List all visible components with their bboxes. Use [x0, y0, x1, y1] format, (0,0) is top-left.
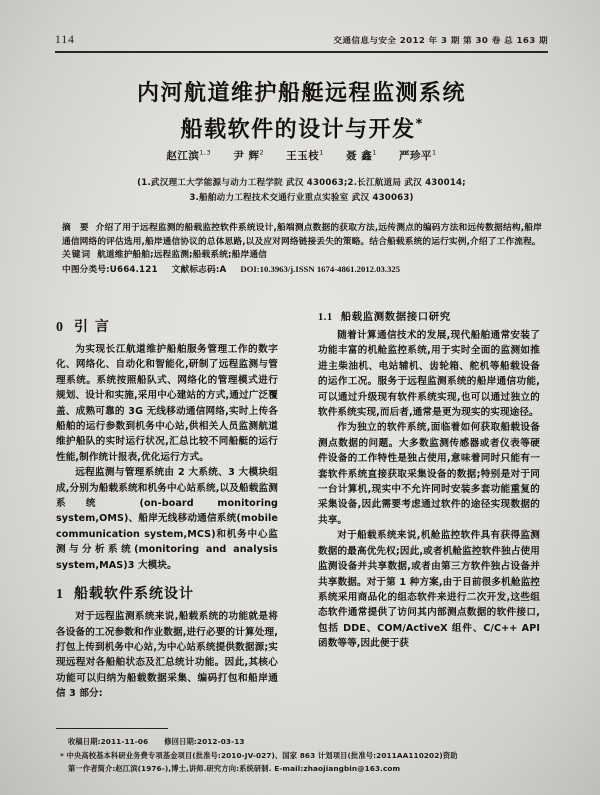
footnote-rule: [56, 728, 168, 729]
author-item: [233, 148, 264, 163]
section-title: 船载软件系统设计: [74, 586, 194, 603]
affiliation-line-1: (1.武汉理工大学能源与动力工程学院 武汉 430063;2.长江航道局 武汉 430014;: [137, 178, 466, 188]
author-name: 尹 辉: [233, 150, 260, 162]
subsection-number: 1.1: [318, 312, 333, 323]
author-name: 聂 鑫: [346, 150, 373, 162]
running-head: [55, 30, 548, 46]
footnote-dates: [56, 735, 548, 749]
page-number: 114: [55, 34, 75, 46]
subsection-title: 船载监测数据接口研究: [340, 311, 451, 323]
author-affil-marker: 1: [319, 148, 324, 157]
author-affil-marker: 2: [259, 148, 265, 157]
received-date: 收稿日期:2011-11-06: [68, 737, 149, 746]
column-right: [318, 306, 540, 652]
article-title-line2: [55, 109, 548, 145]
journal-issue-line: 交通信息与安全 2012 年 3 期 第 30 卷 总 163 期: [333, 36, 548, 46]
document-code: 文献标志码:A: [171, 264, 227, 275]
paragraph: 远程监测与管理系统由 2 大系统、3 大模块组成,分别为船载系统和机务中心站系统,以及船载监测系统 (on-board monitoring system,OMS)、船岸无线移动通信系统(mobile communication system,MCS)和机务中心监测与分析系统(monitoring and analysis system,MAS)3 大模块。: [56, 467, 278, 571]
keywords-label: 关键词: [62, 250, 92, 261]
footnote-funding: * 中央高校基本科研业务费专项基金项目(批准号:2010-JV-027)、国家 863 计划项目(批准号:2011AA110202)资助: [60, 750, 458, 760]
section-number: 1: [56, 587, 64, 603]
abstract-paragraph: [62, 222, 542, 249]
section-heading-intro: [56, 317, 278, 338]
author-item: [286, 148, 324, 163]
subsection-heading-1-1: [318, 309, 540, 326]
column-left: [56, 306, 278, 702]
affiliation-line-2: 3.船舶动力工程技术交通行业重点实验室 武汉 430063): [189, 193, 414, 203]
author-list: [55, 148, 548, 163]
author-affil-marker: 1: [372, 148, 377, 157]
author-item: [166, 148, 211, 163]
doi: DOI:10.3963/j.ISSN 1674-4861.2012.03.325: [240, 263, 401, 274]
author-item: [346, 148, 377, 163]
article-title: [55, 78, 548, 145]
author-name: 严珍平: [399, 150, 433, 162]
author-name: 赵江滨: [166, 150, 200, 162]
footnote-block: [56, 735, 548, 776]
abstract-block: [62, 222, 542, 277]
author-affil-marker: 1,3: [199, 148, 212, 157]
paragraph: 对于船载系统来说,机舱监控软件具有获得监测数据的最高优先权;因此,或者机舱监控软件独占使用监测设备并共享数据,或者由第三方软件独占设备并共享数据。对于第 1 种方案,由于目前很多机舱监控系统采用商品化的组态软件来进行二次开发,这些组态软件通常提供了访问其内部测点数据的软件接口,包括 DDE、COM/ActiveX 组件、C/C++ API 函数等等,因此便于获: [318, 530, 540, 650]
affiliations: [55, 176, 548, 206]
author-affil-marker: 1: [432, 148, 437, 157]
section-title: 引 言: [74, 319, 110, 335]
paragraph: 为实现长江航道维护船舶服务管理工作的数字化、网络化、自动化和智能化,研制了远程监测与管理系统。系统按照船队式、网络化的管理模式进行规划、设计和实施,采用中心建站的方式,通过广泛覆盖、成熟可靠的 3G 无线移动通信网络,实时上传各船舶的运行参数到机务中心站,供相关人员监测航道维护船队的实时运行状况,汇总比较不同船艇的运行性能,制作统计报表,优化运行方式。: [56, 344, 278, 463]
author-item: [399, 148, 437, 163]
article-title-line2-text: 船载软件的设计与开发: [180, 117, 416, 143]
keywords-row: [62, 249, 542, 263]
abstract-label: 摘 要: [62, 223, 92, 233]
author-name: 王玉枝: [286, 150, 320, 162]
keywords-text: 航道维护船舶;远程监测;船载系统;船岸通信: [97, 250, 268, 261]
section-number: 0: [56, 320, 64, 335]
footnote-author-bio: 第一作者简介:赵江滨(1976-),博士,讲师.研究方向:系统研制. E-mail:zhaojiangbin@163.com: [68, 764, 401, 774]
paragraph: 随着计算通信技术的发展,现代船舶通常安装了功能丰富的机舱监控系统,用于实时全面的监测如推进主柴油机、电站辅机、齿轮箱、舵机等船载设备的运作工况。服务于远程监测系统的船岸通信功能,可以通过升级现有软件系统实现,也可以通过独立的软件系统实现,而后者,通常是更为现实的实现途径。: [318, 330, 540, 419]
paragraph: 作为独立的软件系统,面临着如何获取船载设备测点数据的问题。大多数监测传感器或者仪表等硬件设备的工作特性是独占使用,意味着同时只能有一套软件系统直接获取采集设备的数据;特别是对于同一台计算机,现实中不允许同时安装多套功能重复的采集设备,因此需要考虑通过软件的途径实现数据的共享。: [318, 422, 540, 526]
paragraph: 对于远程监测系统来说,船载系统的功能就是将各设备的工况参数和作业数据,进行必要的计算处理,打包上传到机务中心站,为中心站系统提供数据源;实现远程对各船舶状态及汇总统计功能。因此,其核心功能可以归纳为船载数据采集、编码打包和船岸通信 3 部分:: [56, 611, 278, 700]
section-heading-1: [56, 584, 278, 605]
abstract-text: 介绍了用于远程监测的船载监控软件系统设计,船端测点数据的获取方法,远传测点的编码方法和远传数据结构,船岸通信网络的评估选用,船岸通信协议的总体思路,以及应对网络链接丢失的策略。结合船载系统的运行实例,介绍了工作流程。: [62, 223, 542, 247]
clc-number: 中图分类号:U664.121: [62, 264, 158, 275]
title-footnote-marker: *: [415, 117, 423, 132]
classification-row: [62, 263, 542, 278]
article-title-line1: 内河航道维护船艇远程监测系统: [136, 81, 466, 106]
header-rule: [55, 51, 548, 53]
revised-date: 修回日期:2012-03-13: [164, 737, 245, 746]
